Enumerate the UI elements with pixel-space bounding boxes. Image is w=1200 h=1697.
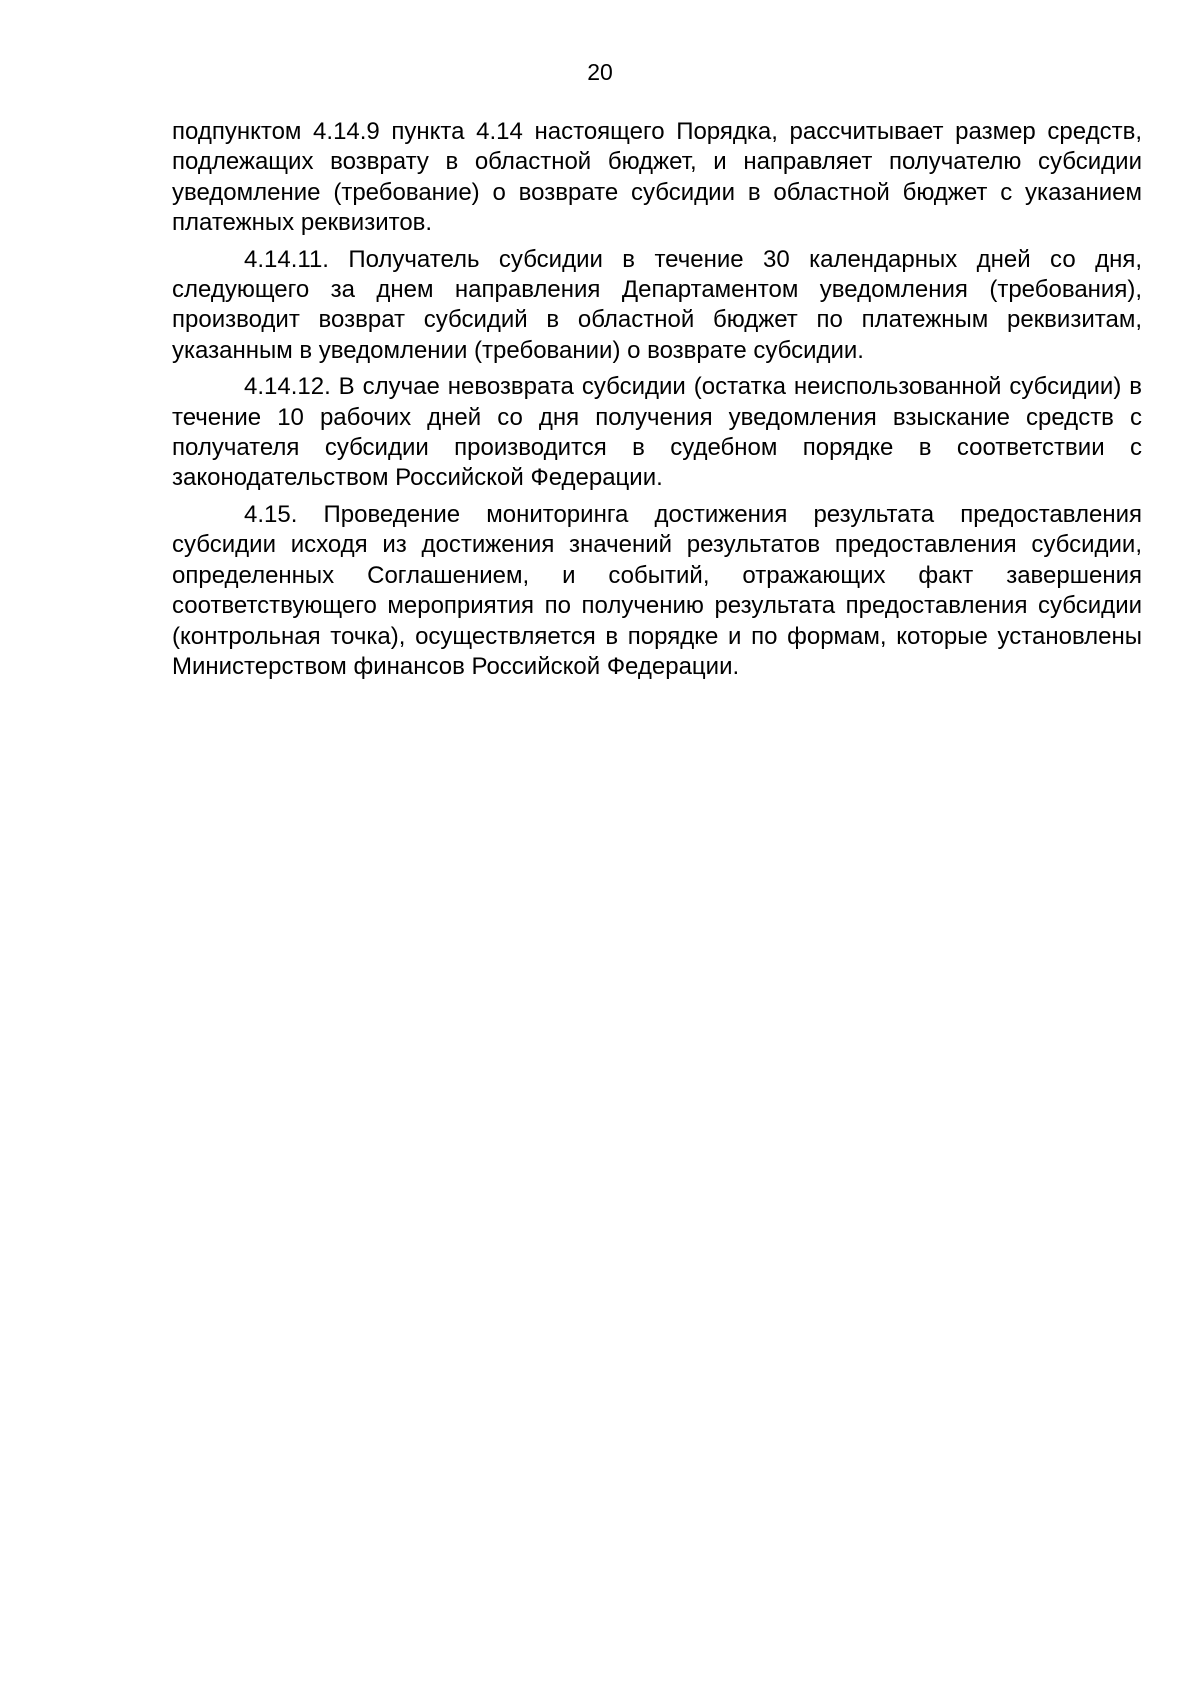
paragraph-4-14-11: 4.14.11. Получатель субсидии в течение 30 календарных дней со дня, следующего за днем направления Департаментом уведомления (требования), производит возврат субсидий в областной бюджет по платежным реквизитам, указанным в уведомлении (требовании) о возврате субсидии. [172, 245, 1142, 364]
paragraph-4-15: 4.15. Проведение мониторинга достижения результата предоставления субсидии исходя из достижения значений результатов предоставления субсидии, определенных Соглашением, и событий, отражающих факт завершения соответствующего мероприятия по получению результата предоставления субсидии (контрольная точка), осуществляется в порядке и по формам, которые установлены Министерством финансов Российской Федерации. [172, 500, 1142, 680]
paragraph-4-14-12: 4.14.12. В случае невозврата субсидии (остатка неиспользованной субсидии) в течение 10 рабочих дней со дня получения уведомления взыскание средств с получателя субсидии производится в судебном порядке в соответствии с законодательством Российской Федерации. [172, 373, 1142, 492]
paragraph-continuation: подпунктом 4.14.9 пункта 4.14 настоящего Порядка, рассчитывает размер средств, подлежащих возврату в областной бюджет, и направляет получателю субсидии уведомление (требование) о возврате субсидии в областной бюджет с указанием платежных реквизитов. [172, 118, 1142, 237]
document-body [172, 117, 1142, 688]
page-number: 20 [587, 59, 613, 85]
